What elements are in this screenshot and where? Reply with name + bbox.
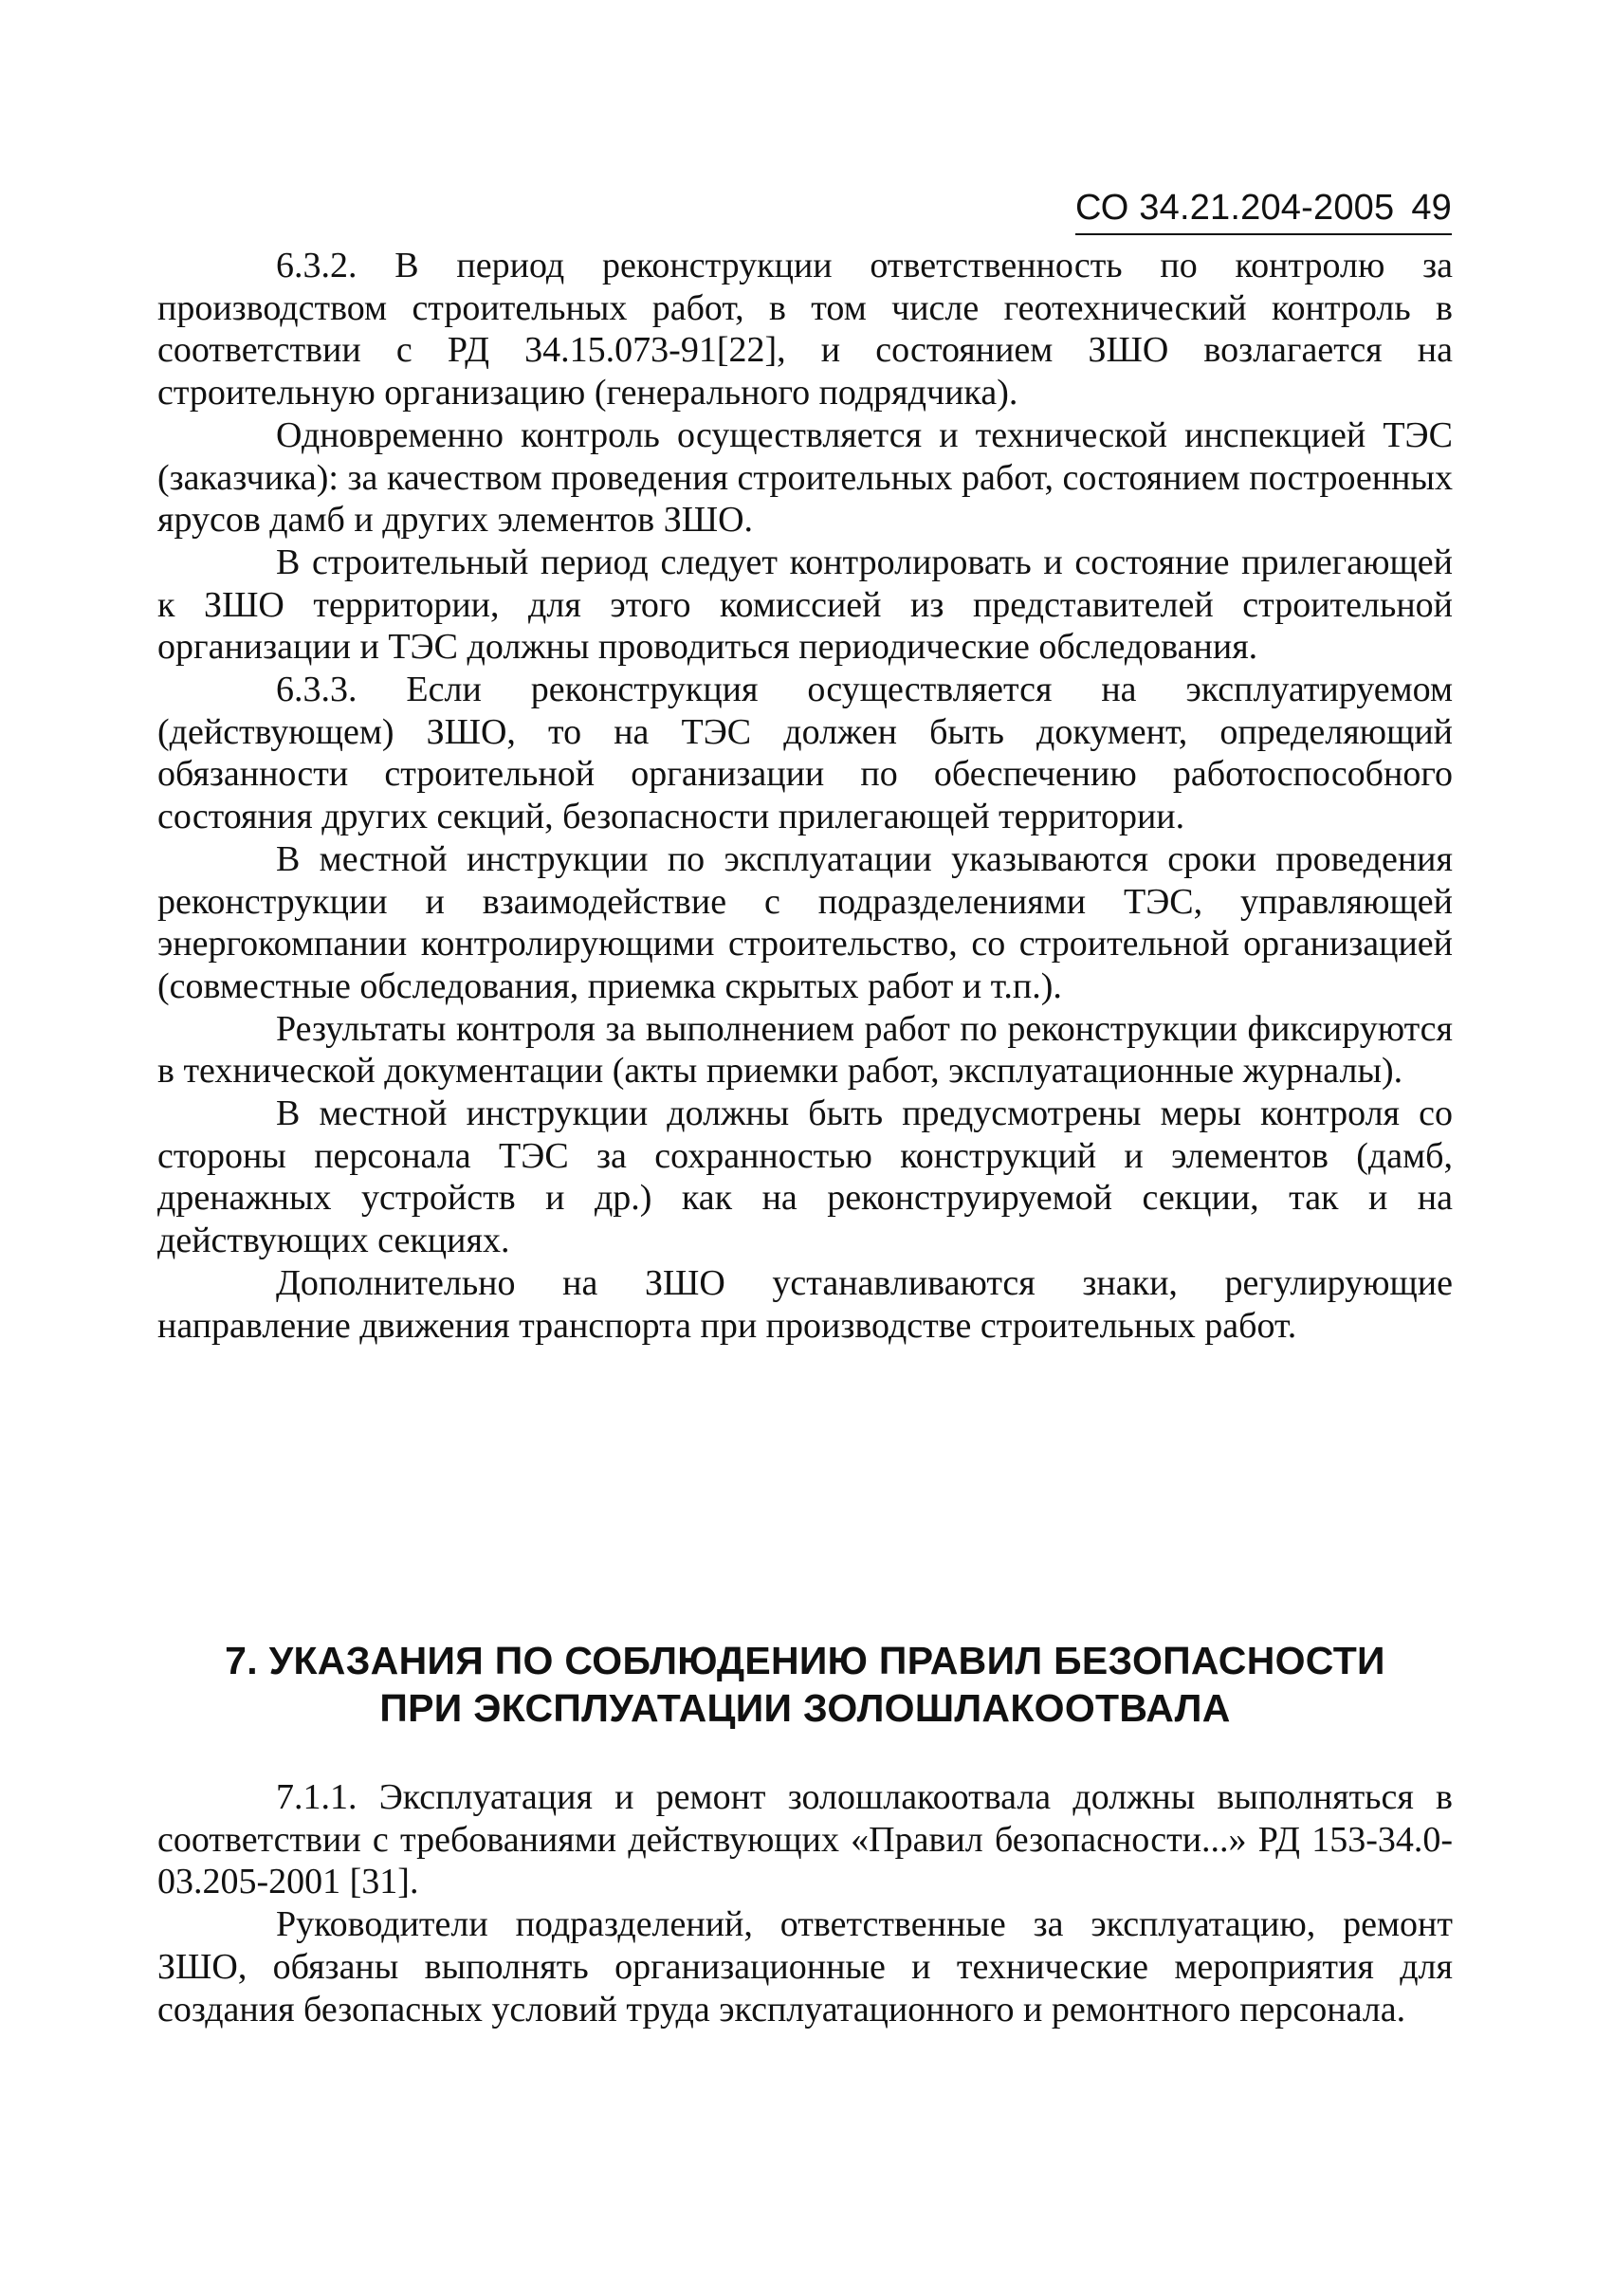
document-code: СО 34.21.204-2005	[1074, 188, 1395, 228]
section-7-heading	[157, 1637, 1453, 1732]
paragraph-managers-duties: Руководители подразделений, ответственные за эксплуатацию, ремонт ЗШО, обязаны выполнять организационные и технические мероприятия для создания безопасных условий труда эксплуатационного и ремонтного персонала.	[157, 1904, 1453, 2030]
paragraph-traffic-signs: Дополнительно на ЗШО устанавливаются знаки, регулирующие направление движения транспорта при производстве строительных работ.	[157, 1262, 1453, 1346]
paragraph-tech-inspection: Одновременно контроль осуществляется и технической инспекцией ТЭС (заказчика): за качеством проведения строительных работ, состоянием построенных ярусов дамб и других элементов ЗШО.	[157, 414, 1453, 541]
paragraph-7-1-1: 7.1.1. Эксплуатация и ремонт золошлакоотвала должны выполняться в соответствии с требованиями действующих «Правил безопасности...» РД 153-34.0-03.205-2001 [31].	[157, 1777, 1453, 1902]
section-7-heading-line-1: 7. УКАЗАНИЯ ПО СОБЛЮДЕНИЮ ПРАВИЛ БЕЗОПАСНОСТИ	[225, 1639, 1385, 1682]
page-number: 49	[1411, 188, 1452, 228]
running-header	[1075, 186, 1452, 235]
paragraph-6-3-3: 6.3.3. Если реконструкция осуществляется на эксплуатируемом (действующем) ЗШО, то на ТЭС должен быть документ, определяющий обязанности строительной организации по обеспечению работоспособного состояния других секций, безопасности прилегающей территории.	[157, 670, 1453, 837]
section-7-body	[157, 1776, 1453, 2030]
section-7-heading-line-2: ПРИ ЭКСПЛУАТАЦИИ ЗОЛОШЛАКООТВАЛА	[379, 1686, 1231, 1730]
paragraph-6-3-2: 6.3.2. В период реконструкции ответственность по контролю за производством строительных работ, в том числе геотехнический контроль в соответствии с РД 34.15.073-91[22], и состоянием ЗШО возлагается на строительную организацию (генерального подрядчика).	[157, 246, 1453, 413]
paragraph-local-instruction-terms: В местной инструкции по эксплуатации указываются сроки проведения реконструкции и взаимодействие с подразделениями ТЭС, управляющей энергокомпании контролирующими строительство, со строительной организацией (совместные обследования, приемка скрытых работ и т.п.).	[157, 838, 1453, 1006]
section-6-body	[157, 245, 1453, 1347]
paragraph-control-results: Результаты контроля за выполнением работ по реконструкции фиксируются в технической документации (акты приемки работ, эксплуатационные журналы).	[157, 1008, 1453, 1092]
paragraph-adjacent-territory: В строительный период следует контролировать и состояние прилегающей к ЗШО территории, для этого комиссией из представителей строительной организации и ТЭС должны проводиться периодические обследования.	[157, 542, 1453, 668]
paragraph-control-measures: В местной инструкции должны быть предусмотрены меры контроля со стороны персонала ТЭС за сохранностью конструкций и элементов (дамб, дренажных устройств и др.) как на реконструируемой секции, так и на действующих секциях.	[157, 1093, 1453, 1261]
